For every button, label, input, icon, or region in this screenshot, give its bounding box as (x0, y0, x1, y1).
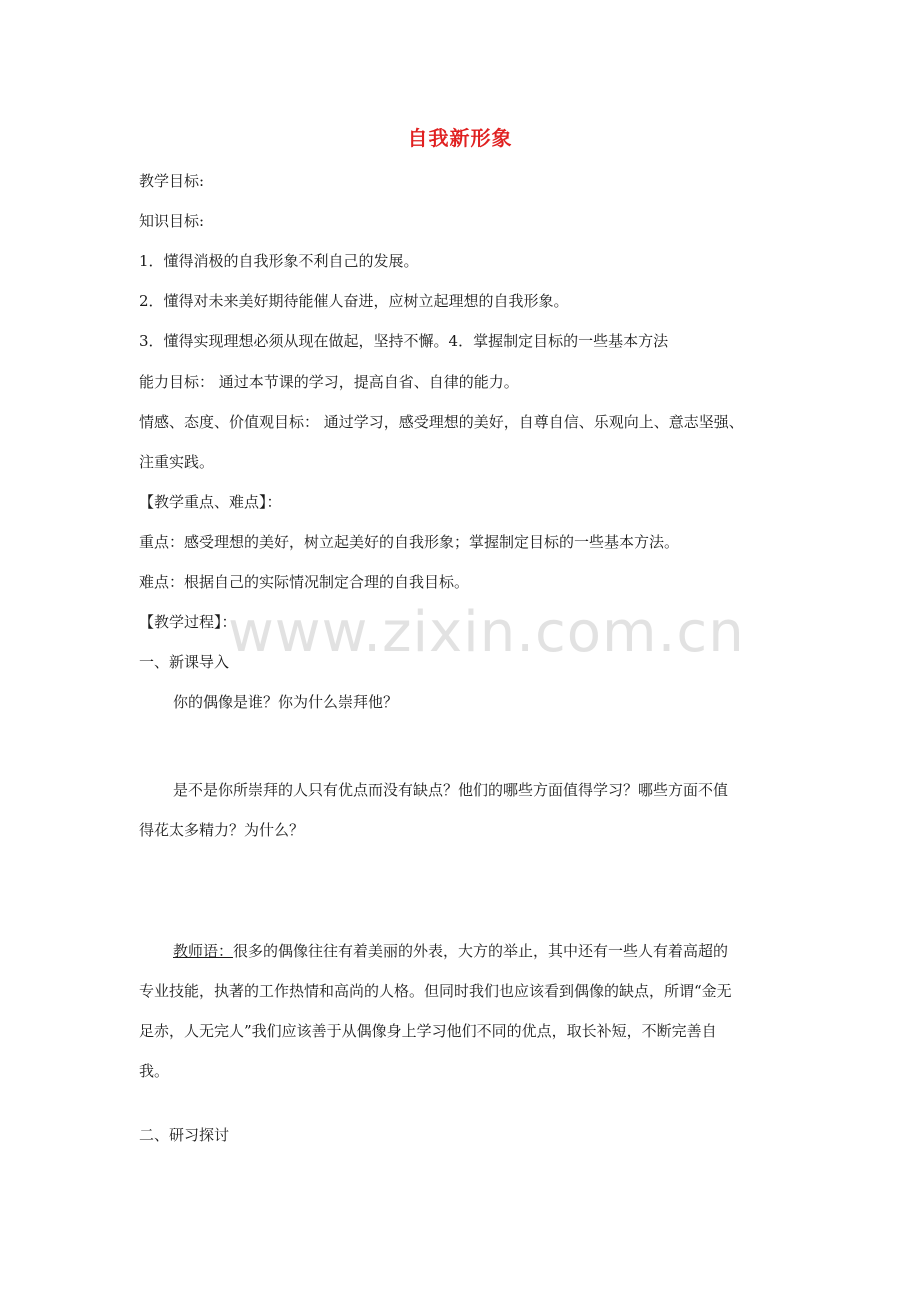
teacher-remark-line-4: 我。 (139, 1062, 170, 1080)
objective-item-1: 1．懂得消极的自我形象不利自己的发展。 (139, 252, 419, 270)
difficult-point: 难点：根据自己的实际情况制定合理的自我目标。 (139, 573, 470, 591)
document-title: 自我新形象 (407, 126, 513, 150)
teacher-remark-text: 很多的偶像往往有着美丽的外表，大方的举止，其中还有一些人有着高超的 (233, 942, 729, 960)
question-2-cont: 得花太多精力？为什么？ (139, 821, 305, 839)
key-point: 重点：感受理想的美好，树立起美好的自我形象；掌握制定目标的一些基本方法。 (139, 533, 680, 551)
ability-objective: 能力目标： 通过本节课的学习，提高自省、自律的能力。 (139, 373, 519, 391)
emotion-objective-cont: 注重实践。 (139, 453, 215, 471)
process-heading: 【教学过程】： (139, 613, 237, 631)
objective-item-3-4: 3．懂得实现理想必须从现在做起，坚持不懈。4．掌握制定目标的一些基本方法 (139, 332, 669, 350)
key-points-heading: 【教学重点、难点】： (139, 493, 282, 511)
teaching-objectives-heading: 教学目标: (139, 172, 205, 190)
teacher-remark-line-3: 足赤，人无完人”我们应该善于从偶像身上学习他们不同的优点，取长补短，不断完善自 (139, 1022, 717, 1040)
objective-item-2: 2．懂得对未来美好期待能催人奋进，应树立起理想的自我形象。 (139, 292, 569, 310)
teacher-remark-line-1 (173, 941, 728, 961)
watermark: www.zixin.com.cn (228, 600, 745, 665)
section-1-heading: 一、新课导入 (139, 653, 230, 671)
teacher-remark-line-2: 专业技能，执著的工作热情和高尚的人格。但同时我们也应该看到偶像的缺点，所谓“金无 (139, 982, 732, 1000)
emotion-objective: 情感、态度、价值观目标： 通过学习，感受理想的美好，自尊自信、乐观向上、意志坚强、 (139, 413, 744, 431)
question-2: 是不是你所崇拜的人只有优点而没有缺点？他们的哪些方面值得学习？哪些方面不值 (173, 781, 729, 799)
knowledge-objectives-heading: 知识目标: (139, 212, 205, 230)
section-2-heading: 二、研习探讨 (139, 1126, 230, 1144)
question-1: 你的偶像是谁？你为什么崇拜他？ (173, 693, 399, 711)
teacher-remark-label: 教师语： (173, 942, 234, 960)
